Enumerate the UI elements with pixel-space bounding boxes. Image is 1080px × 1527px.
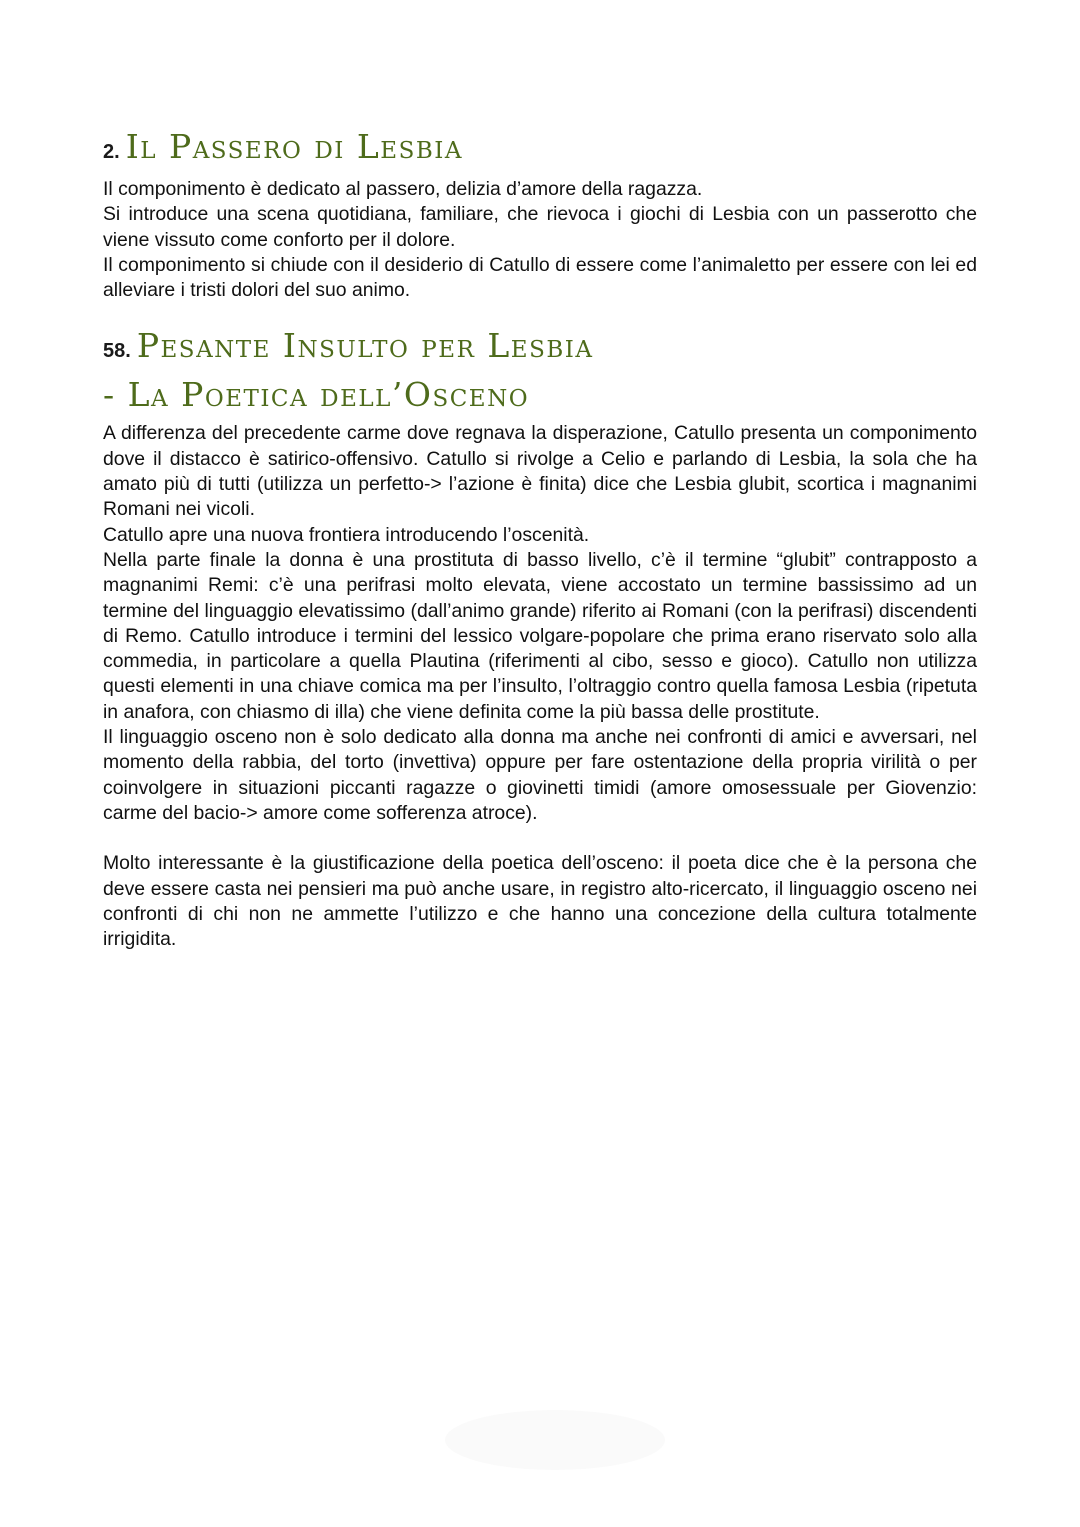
section-body-insulto [103,421,977,952]
faint-watermark-mark [430,1395,680,1485]
section-heading-passero [103,125,977,174]
paragraph: Il linguaggio osceno non è solo dedicato alla donna ma anche nei confronti di amici e avversari, nel momento della rabbia, del torto (invettiva) oppure per fare ostentazione della propria virilità o per coinvolgere in situazioni piccanti ragazze o giovinetti timidi (amore omosessuale per Giovenzio: carme del bacio-> amore come sofferenza atroce). [103,726,977,824]
section-heading-insulto [103,324,977,416]
section-title-text: Pesante Insulto per Lesbia [136,326,594,366]
paragraph: A differenza del precedente carme dove regnava la disperazione, Catullo presenta un componimento dove il distacco è satirico-offensivo. Catullo si rivolge a Celio e parlando di Lesbia, la sola che ha amato più di tutti (utilizza un perfetto-> l’azione è finita) dice che Lesbia glubit, scortica i magnanimi Romani nei vicoli. [103,422,977,521]
paragraph-spacer [103,826,977,851]
closing-paragraph: Molto interessante è la giustificazione della poetica dell’osceno: il poeta dice che è la persona che deve essere casta nei pensieri ma può anche usare, in registro alto-ricercato, il linguaggio osceno nei confronti di chi non ne ammette l’utilizzo e che hanno una concezione della cultura totalmente irrigidita. [103,852,977,951]
section-number: 2. [103,141,120,163]
paragraph: Si introduce una scena quotidiana, familiare, che rievoca i giochi di Lesbia con un passerotto che viene vissuto come conforto per il dolore. [103,203,977,251]
section-body-passero [103,177,977,303]
section-number: 58. [103,340,131,363]
section-title-line [103,324,977,373]
paragraph: Il componimento si chiude con il desiderio di Catullo di essere come l’animaletto per essere con lei ed alleviare i tristi dolori del suo animo. [103,253,977,302]
document-content [103,125,977,952]
section-title-line: - La Poetica dell’Osceno [103,375,530,415]
paragraph: Catullo apre una nuova frontiera introducendo l’oscenità. [103,523,590,546]
section-title-text: Il Passero di Lesbia [125,127,463,166]
paragraph: Nella parte finale la donna è una prostituta di basso livello, c’è il termine “glubit” contrapposto a magnanimi Remi: c’è una perifrasi molto elevata, viene accostato un termine bassissimo ad un termine del linguaggio elevatissimo (dall’animo grande) riferito ai Romani (con la perifrasi) discendenti di Remo. Catullo introduce i termini del lessico volgare-popolare che prima erano riservato solo alla commedia, in particolare a quella Plautina (riferimenti al cibo, sesso e gioco). Catullo non utilizza questi elementi in una chiave comica ma per l’insulto, l’oltraggio contro quella famosa Lesbia (ripetuta in anafora, con chiasmo di illa) che viene definita come la più bassa delle prostitute. [103,548,977,723]
paragraph: Il componimento è dedicato al passero, delizia d’amore della ragazza. [103,178,703,200]
